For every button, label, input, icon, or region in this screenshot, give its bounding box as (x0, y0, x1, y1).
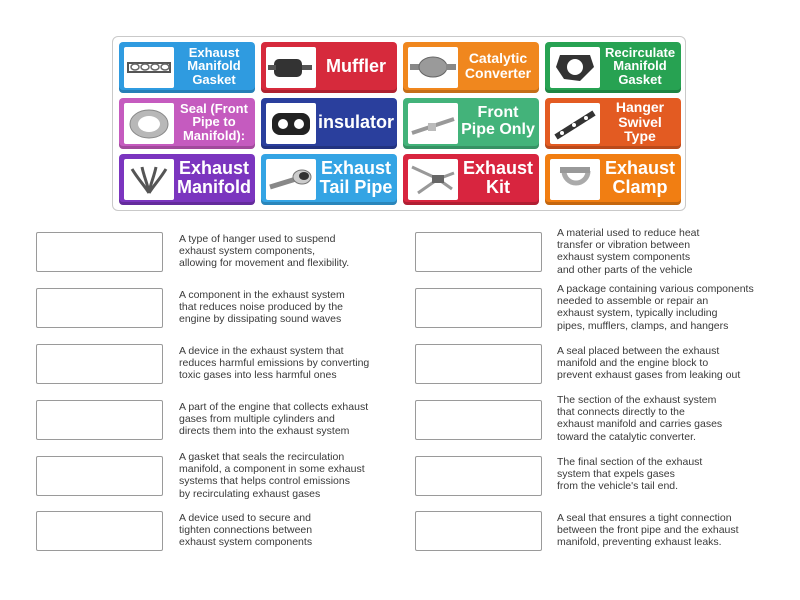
tile-label: Front Pipe Only (461, 104, 535, 138)
recirculate-manifold-gasket-image (550, 47, 600, 88)
tile-label: Seal (Front Pipe to Manifold): (180, 100, 248, 143)
tile-exhaust-manifold[interactable] (119, 154, 255, 205)
tile-hanger-swivel-type[interactable] (545, 98, 681, 149)
tile-exhaust-clamp[interactable] (545, 154, 681, 205)
tile-exhaust-tail-pipe[interactable] (261, 154, 397, 205)
drop-zone[interactable] (415, 400, 542, 440)
drop-zone[interactable] (36, 232, 163, 272)
definition-text: A seal placed between the exhaust manifold and the engine block to prevent exhaust gases from leaking out (557, 345, 741, 382)
definition-text: A component in the exhaust system that reduces noise produced by the engine by dissipating sound waves (179, 289, 345, 326)
drop-zone[interactable] (415, 232, 542, 272)
definition-text: A part of the engine that collects exhaust gases from multiple cylinders and directs them into the exhaust system (179, 401, 369, 438)
drop-zone[interactable] (36, 400, 163, 440)
definition-text: The final section of the exhaust system that expels gases from the vehicle's tail end. (557, 456, 703, 493)
tile-recirculate-manifold-gasket[interactable] (545, 42, 681, 93)
tail-pipe-image (266, 159, 316, 200)
tile-insulator[interactable] (261, 98, 397, 149)
drop-zone[interactable] (415, 288, 542, 328)
tile-label: Exhaust Clamp (604, 158, 676, 197)
tile-label: Exhaust Tail Pipe (319, 158, 393, 197)
tile-front-pipe-only[interactable] (403, 98, 539, 149)
tile-seal-front-pipe-to-manifold[interactable] (119, 98, 255, 149)
tile-exhaust-manifold-gasket[interactable] (119, 42, 255, 93)
drop-zone[interactable] (415, 344, 542, 384)
definition-text: A material used to reduce heat transfer or vibration between exhaust system components and other parts of the vehicle (557, 227, 700, 276)
definition-text: A gasket that seals the recirculation manifold, a component in some exhaust systems that helps control emissions by recirculating exhaust gases (179, 451, 365, 500)
hanger-bracket-image (550, 103, 600, 144)
definition-text: A type of hanger used to suspend exhaust system components, allowing for movement and flexibility. (179, 233, 350, 270)
drop-zone[interactable] (415, 511, 542, 551)
tile-muffler[interactable] (261, 42, 397, 93)
tile-label: Catalytic Converter (464, 50, 532, 81)
tile-label: Exhaust Kit (462, 158, 534, 197)
seal-ring-image (124, 103, 174, 144)
tile-label: Recirculate Manifold Gasket (604, 44, 676, 87)
tile-label: insulator (318, 111, 395, 132)
definition-text: A device in the exhaust system that reduces harmful emissions by converting toxic gases into less harmful ones (179, 345, 370, 382)
definition-text: A seal that ensures a tight connection between the front pipe and the exhaust manifold, preventing exhaust leaks. (557, 512, 739, 549)
tile-label: Hanger Swivel Type (615, 98, 665, 145)
tile-exhaust-kit[interactable] (403, 154, 539, 205)
tile-label: Exhaust Manifold (177, 158, 251, 197)
tile-catalytic-converter[interactable] (403, 42, 539, 93)
drop-zone[interactable] (36, 456, 163, 496)
drop-zone[interactable] (415, 456, 542, 496)
muffler-image (266, 47, 316, 88)
drop-zone[interactable] (36, 288, 163, 328)
exhaust-kit-image (408, 159, 458, 200)
exhaust-clamp-image (550, 159, 600, 200)
catalytic-converter-image (408, 47, 458, 88)
exhaust-manifold-gasket-image (124, 47, 174, 88)
exhaust-manifold-image (124, 159, 174, 200)
answer-tile-bank (112, 36, 686, 211)
insulator-image (266, 103, 316, 144)
definition-text: A device used to secure and tighten connections between exhaust system components (179, 512, 313, 549)
definition-text: The section of the exhaust system that connects directly to the exhaust manifold and carries gases toward the catalytic converter. (557, 394, 723, 443)
definition-text: A package containing various components needed to assemble or repair an exhaust system, typically including pipes, mufflers, clamps, and hangers (557, 283, 754, 332)
tile-label: Muffler (326, 55, 386, 76)
drop-zone[interactable] (36, 511, 163, 551)
tile-label: Exhaust Manifold Gasket (187, 44, 241, 87)
front-pipe-image (408, 103, 458, 144)
drop-zone[interactable] (36, 344, 163, 384)
